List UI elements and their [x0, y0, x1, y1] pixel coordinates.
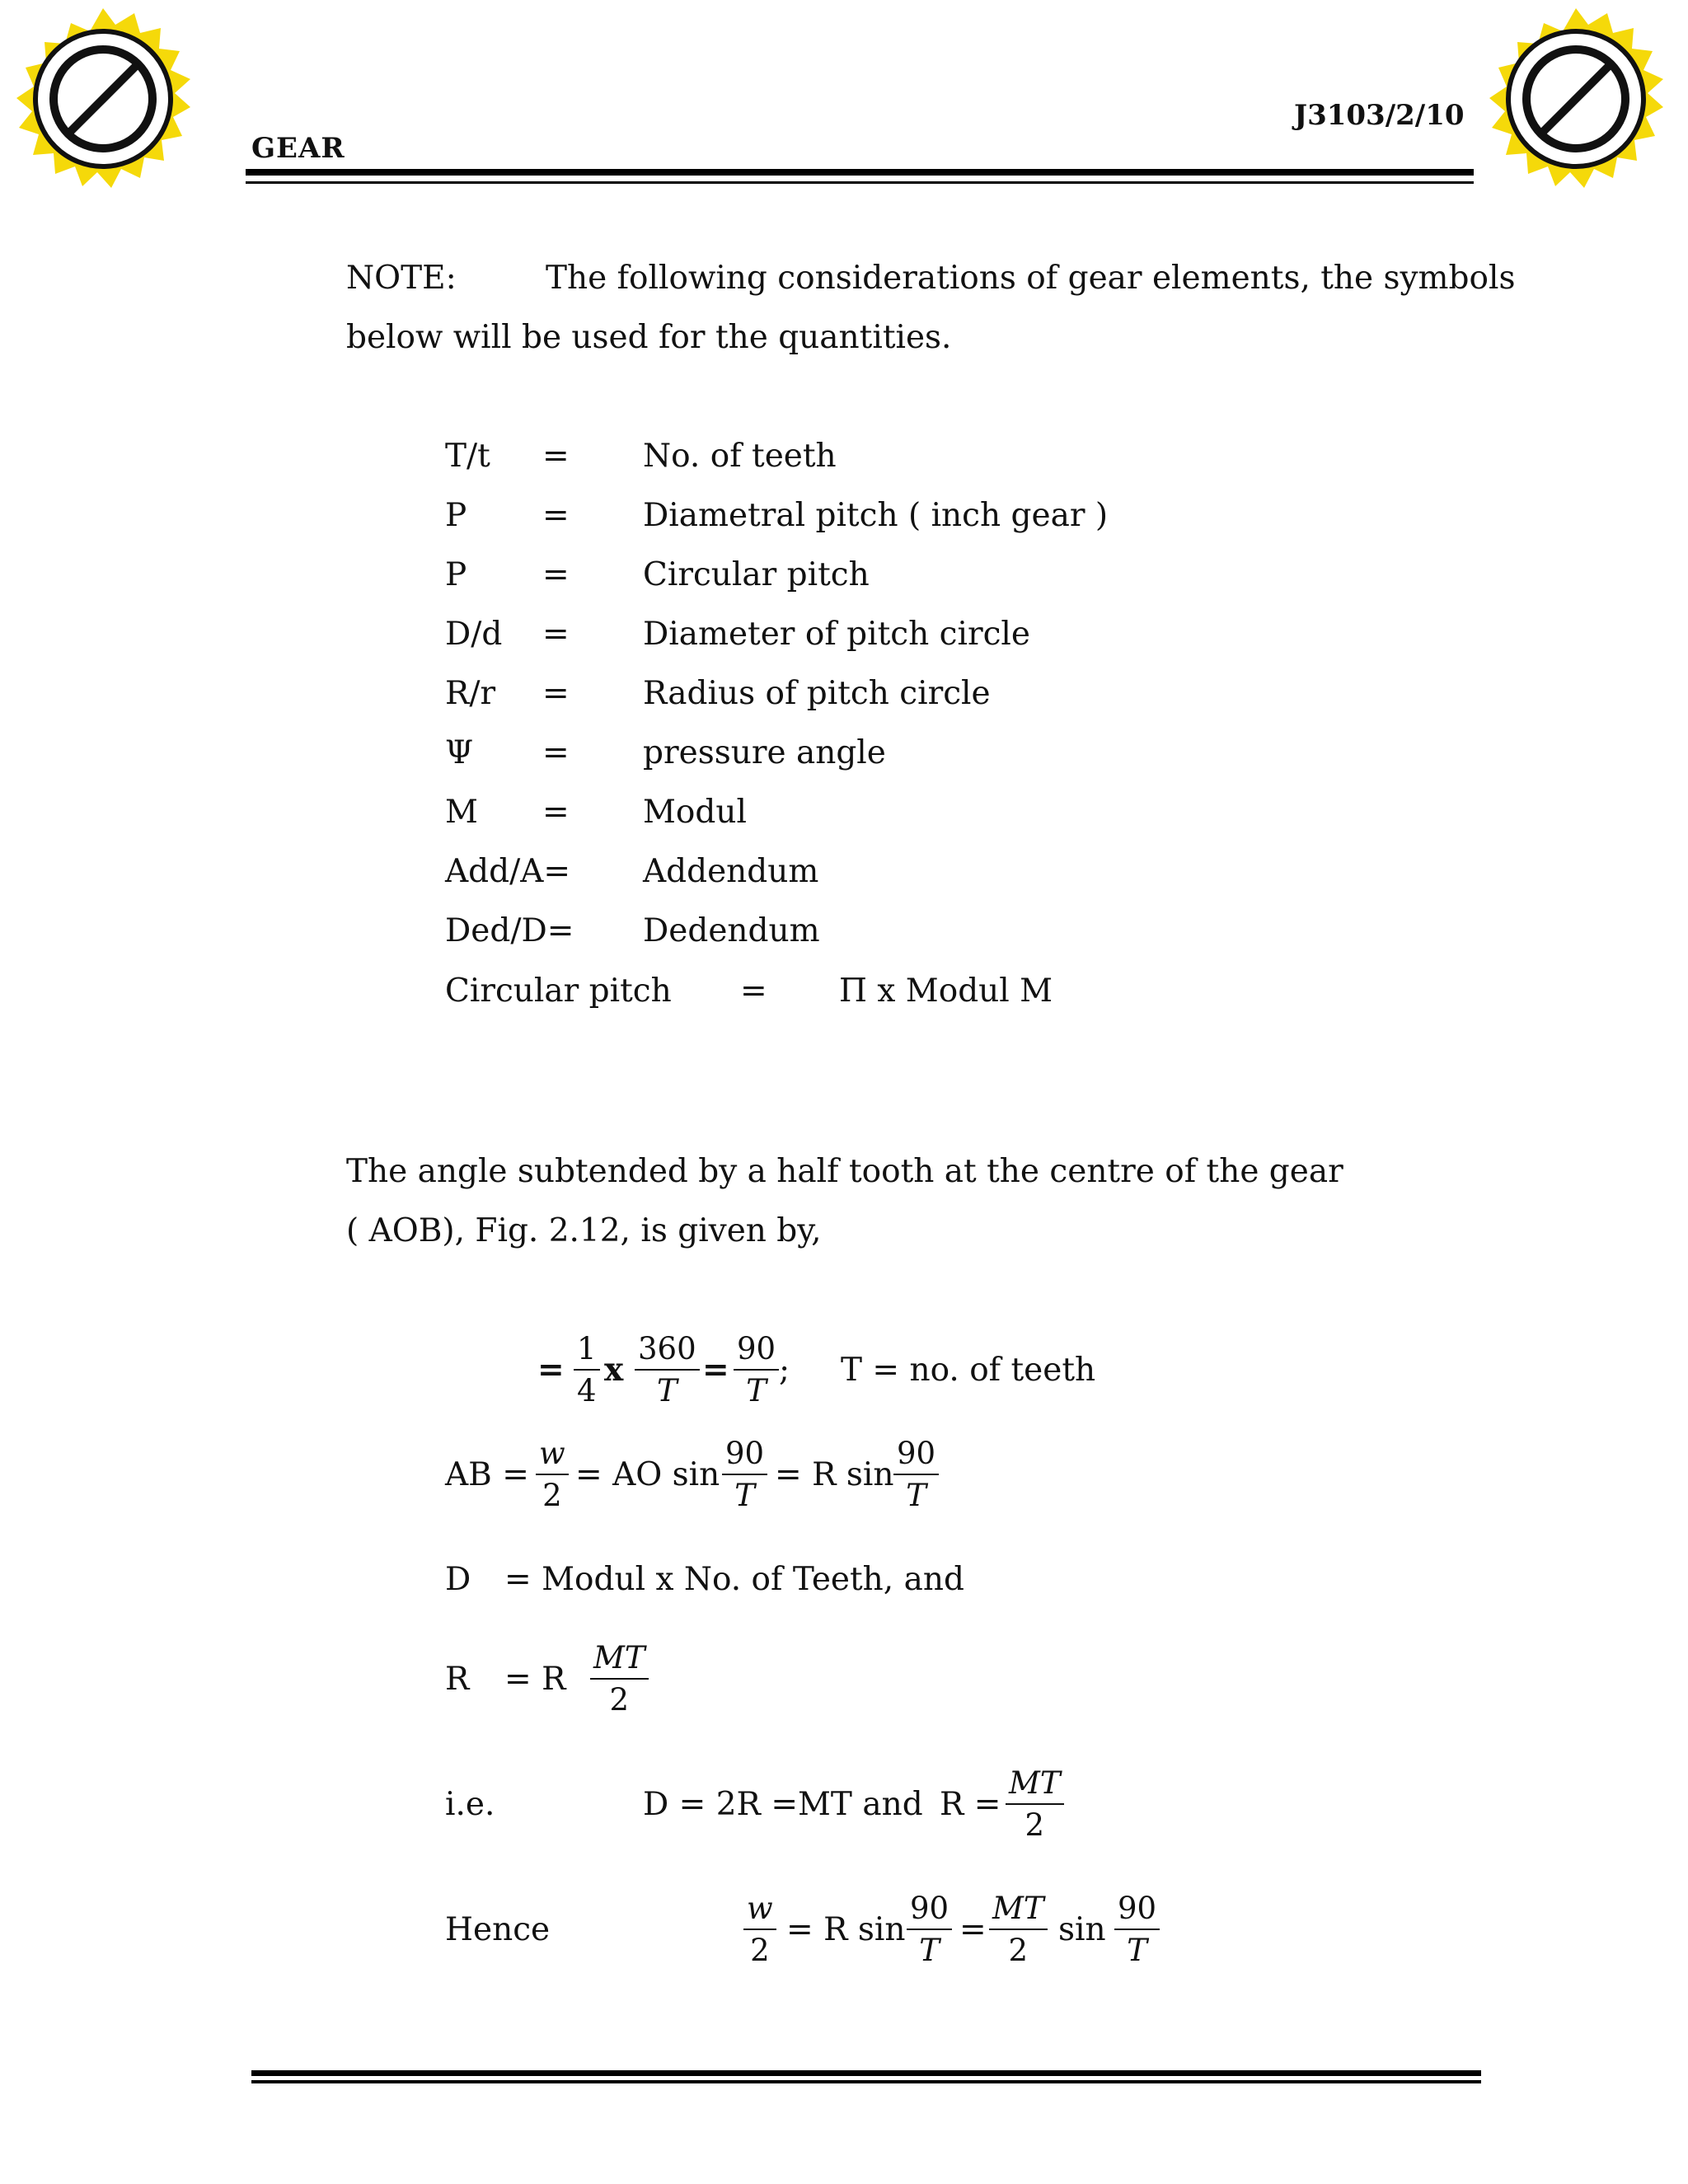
fraction-bar [734, 1369, 779, 1371]
circular-pitch-label: Circular pitch [445, 972, 672, 1010]
eq1-fraction-3 [734, 1333, 779, 1406]
fraction-numerator: MT [992, 1891, 1044, 1926]
fraction-numerator: w [747, 1891, 773, 1926]
symbol-equals: = [542, 497, 570, 534]
abbyy-stamp-left[interactable] [4, 7, 202, 204]
abbyy-stamp-right[interactable] [1477, 7, 1675, 204]
symbol-equals: = [542, 794, 570, 831]
eq2-fraction-2 [722, 1438, 767, 1511]
circular-pitch-equals: = [740, 972, 767, 1010]
fraction-numerator: 90 [725, 1436, 765, 1471]
eq5-middle: D = 2R =MT and [643, 1786, 923, 1823]
symbol-name: Ψ [445, 734, 474, 771]
fraction-denominator: T [656, 1373, 678, 1408]
eq1-equals: = [537, 1351, 565, 1389]
eq1-note: T = no. of teeth [841, 1352, 1096, 1389]
symbol-name: Ded/D= [445, 912, 574, 949]
fraction-numerator: 1 [577, 1331, 597, 1366]
eq6-label: Hence [445, 1911, 551, 1948]
eq2-fraction-3 [893, 1438, 939, 1511]
fraction-bar [743, 1929, 776, 1930]
fraction-denominator: 2 [609, 1682, 630, 1718]
circular-pitch-value: Π x Modul M [839, 972, 1053, 1010]
symbol-description: Radius of pitch circle [643, 675, 991, 712]
eq6-equals: = [959, 1911, 987, 1948]
symbol-name: M [445, 794, 478, 831]
header-page-code: J3103/2/10 [1294, 99, 1465, 132]
symbol-equals: = [542, 675, 570, 712]
fraction-bar [1114, 1929, 1160, 1930]
fraction-bar [536, 1474, 569, 1475]
fraction-numerator: 90 [897, 1436, 936, 1471]
fraction-numerator: MT [593, 1640, 645, 1675]
eq2-fraction-1 [536, 1438, 569, 1511]
angle-text-line-2: ( AOB), Fig. 2.12, is given by, [346, 1212, 822, 1249]
fraction-bar [907, 1929, 952, 1930]
fraction-bar [574, 1369, 600, 1371]
fraction-bar [893, 1474, 939, 1475]
fraction-denominator: 2 [542, 1478, 562, 1513]
fraction-numerator: 360 [638, 1331, 696, 1366]
eq6-sin: sin [1058, 1911, 1106, 1948]
stamp-badge-icon [16, 8, 190, 188]
eq4-fraction [590, 1640, 649, 1718]
symbol-equals: = [542, 616, 570, 653]
fraction-bar [635, 1369, 700, 1371]
eq2-middle: = AO sin [575, 1456, 720, 1493]
header-title: GEAR [251, 132, 345, 165]
fraction-bar [590, 1678, 649, 1680]
fraction-denominator: 2 [1025, 1807, 1045, 1843]
symbol-description: No. of teeth [643, 438, 837, 475]
symbol-description: pressure angle [643, 734, 886, 771]
fraction-denominator: 2 [750, 1933, 770, 1968]
fraction-denominator: T [746, 1373, 767, 1408]
fraction-denominator: T [734, 1478, 755, 1513]
header-rule-thick [246, 169, 1474, 176]
eq5-r-lhs: R = [940, 1786, 1001, 1823]
footer-rule-thin [251, 2080, 1481, 2083]
symbol-description: Modul [643, 794, 747, 831]
eq4-lhs: R [445, 1661, 470, 1698]
fraction-denominator: T [906, 1478, 926, 1513]
eq2-lhs: AB = [445, 1456, 529, 1493]
symbol-description: Dedendum [643, 912, 820, 949]
symbol-name: Add/A= [445, 853, 571, 890]
fraction-numerator: 90 [910, 1891, 950, 1926]
symbol-equals: = [542, 556, 570, 593]
stamp-badge-icon [1489, 8, 1663, 188]
symbol-name: T/t [445, 438, 490, 475]
eq6-fraction-1 [743, 1893, 776, 1966]
fraction-denominator: 4 [577, 1373, 597, 1408]
fraction-denominator: T [1127, 1933, 1147, 1968]
eq4-rhs: = R [504, 1661, 566, 1698]
fraction-bar [722, 1474, 767, 1475]
eq5-fraction [1006, 1765, 1064, 1843]
symbol-description: Diametral pitch ( inch gear ) [643, 497, 1109, 534]
symbol-equals: = [542, 438, 570, 475]
fraction-bar [1006, 1803, 1064, 1805]
eq3-rhs: = Modul x No. of Teeth, and [504, 1561, 964, 1598]
fraction-denominator: 2 [1008, 1933, 1029, 1968]
eq1-fraction-1 [574, 1333, 600, 1406]
eq3-lhs: D [445, 1561, 471, 1598]
symbol-equals: = [542, 734, 570, 771]
eq1-semicolon: ; [779, 1352, 790, 1389]
fraction-bar [989, 1929, 1048, 1930]
eq6-fraction-4 [1114, 1893, 1160, 1966]
symbol-description: Addendum [643, 853, 819, 890]
eq1-fraction-2 [635, 1333, 700, 1406]
eq6-middle: = R sin [786, 1911, 906, 1948]
symbol-name: P [445, 556, 467, 593]
eq5-ie: i.e. [445, 1786, 495, 1823]
eq6-fraction-3 [989, 1893, 1048, 1966]
eq1-times: x [604, 1351, 624, 1389]
eq2-middle-2: = R sin [775, 1456, 894, 1493]
symbol-name: D/d [445, 616, 503, 653]
symbol-name: R/r [445, 675, 496, 712]
note-line-1: The following considerations of gear elements, the symbols [546, 260, 1516, 297]
fraction-numerator: 90 [737, 1331, 776, 1366]
fraction-numerator: 90 [1118, 1891, 1157, 1926]
eq1-equals-2: = [702, 1351, 729, 1389]
header-rule-thin [246, 181, 1474, 184]
note-label: NOTE: [346, 260, 457, 297]
symbol-description: Diameter of pitch circle [643, 616, 1030, 653]
symbol-description: Circular pitch [643, 556, 870, 593]
note-line-2: below will be used for the quantities. [346, 319, 952, 356]
symbol-name: P [445, 497, 467, 534]
angle-text-line-1: The angle subtended by a half tooth at the centre of the gear [346, 1153, 1343, 1190]
footer-rule-thick [251, 2070, 1481, 2076]
fraction-numerator: MT [1009, 1765, 1061, 1801]
fraction-denominator: T [919, 1933, 940, 1968]
eq6-fraction-2 [907, 1893, 952, 1966]
fraction-numerator: w [539, 1436, 565, 1471]
